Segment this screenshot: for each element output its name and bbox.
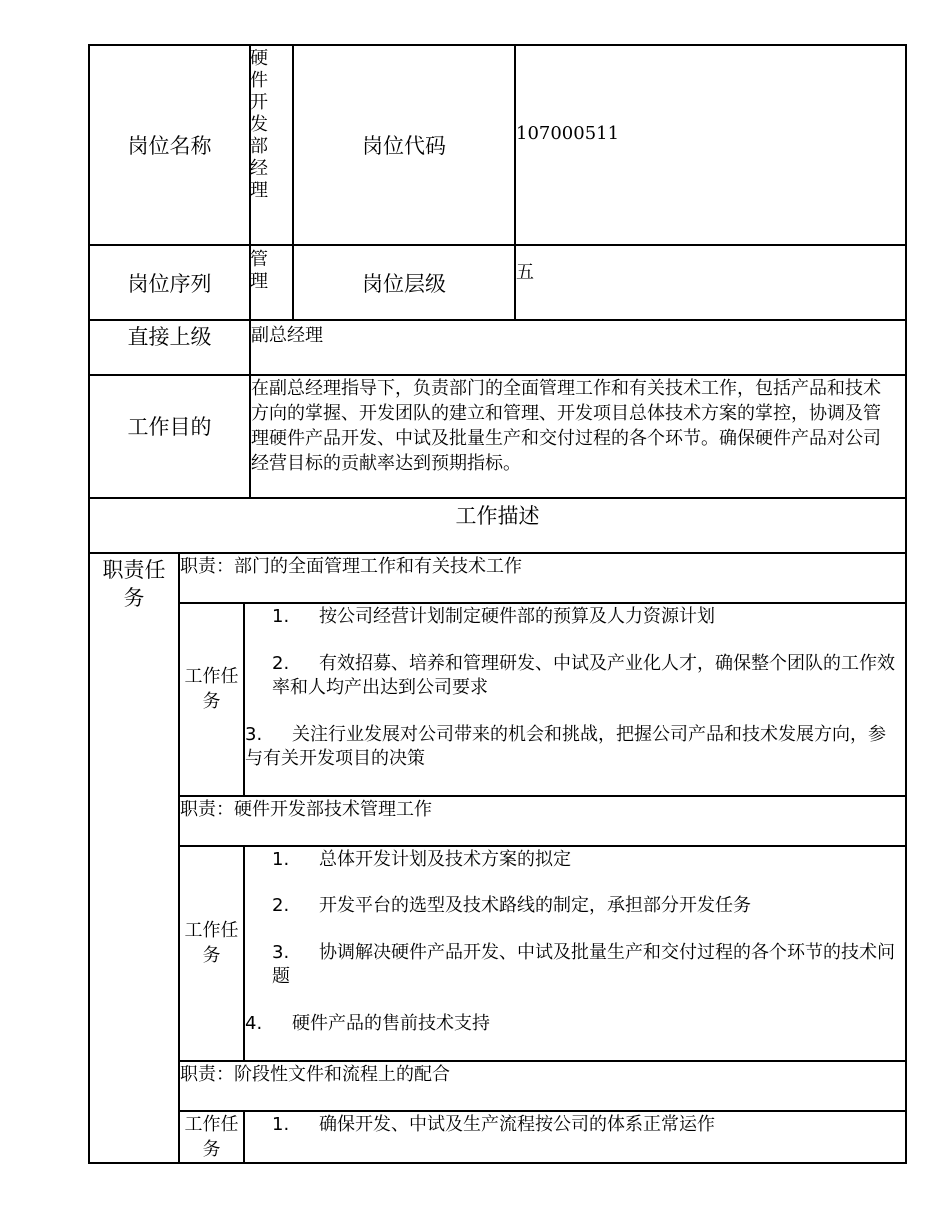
task-item: [272, 1113, 900, 1137]
task-label: 工作任务: [184, 666, 239, 712]
work-description-title: 工作描述: [455, 504, 540, 528]
position-level-label: 岗位层级: [362, 271, 446, 296]
duties-label: 职责任务: [102, 558, 166, 610]
task-item: [272, 848, 900, 872]
direct-superior-value: 副总经理: [251, 325, 323, 346]
task-text: 总体开发计划及技术方案的拟定: [319, 849, 571, 870]
work-purpose-label: 工作目的: [127, 415, 212, 439]
row-divider: [178, 602, 907, 604]
task-number: 3.: [245, 724, 263, 745]
task-number: 3.: [272, 942, 290, 963]
task-item: [272, 941, 900, 989]
task-item: [272, 605, 900, 629]
task-text: 关注行业发展对公司带来的机会和挑战，把握公司产品和技术发展方向，参与有关开发项目的决策: [245, 724, 886, 769]
table-border-right: [905, 44, 907, 1164]
position-series-label: 岗位序列: [127, 271, 212, 296]
task-number: 1.: [272, 1114, 290, 1135]
task-number: 2.: [272, 653, 290, 674]
duty-title: 职责：阶段性文件和流程上的配合: [180, 1064, 450, 1085]
task-text: 有效招募、培养和管理研发、中试及产业化人才，确保整个团队的工作效率和人均产出达到公司要求: [272, 653, 895, 698]
row-divider: [178, 1110, 907, 1112]
direct-superior-label: 直接上级: [127, 325, 212, 349]
duty-title: 职责：部门的全面管理工作和有关技术工作: [180, 556, 522, 577]
task-item: [245, 1012, 895, 1036]
task-item: [272, 894, 900, 918]
task-label: 工作任务: [184, 920, 239, 966]
col-divider: [243, 1110, 245, 1164]
position-series-value: 管理: [250, 249, 268, 292]
task-text: 按公司经营计划制定硬件部的预算及人力资源计划: [319, 606, 715, 627]
task-text: 硬件产品的售前技术支持: [292, 1013, 490, 1034]
table-border-bottom: [88, 1162, 907, 1164]
task-label: 工作任务: [184, 1114, 239, 1160]
position-code-label: 岗位代码: [362, 134, 446, 158]
task-text: 开发平台的选型及技术路线的制定，承担部分开发任务: [319, 895, 751, 916]
task-text: 协调解决硬件产品开发、中试及批量生产和交付过程的各个环节的技术问题: [272, 942, 895, 987]
task-number: 1.: [272, 849, 290, 870]
task-text: 确保开发、中试及生产流程按公司的体系正常运作: [319, 1114, 715, 1135]
task-number: 1.: [272, 606, 290, 627]
task-item: [272, 652, 900, 700]
task-item: [245, 723, 895, 771]
task-number: 2.: [272, 895, 290, 916]
position-code-value: 107000511: [516, 123, 620, 144]
row-divider: [178, 845, 907, 847]
position-level-value: 五: [516, 262, 534, 283]
task-number: 4.: [245, 1013, 263, 1034]
work-purpose-value: 在副总经理指导下，负责部门的全面管理工作和有关技术工作，包括产品和技术方向的掌握、开发团队的建立和管理、开发项目总体技术方案的掌控，协调及管理硬件产品开发、中试及批量生产和交付过程的各个环节。确保硬件产品对公司经营目标的贡献率达到预期指标。: [251, 378, 881, 474]
position-name-label: 岗位名称: [127, 134, 212, 158]
duty-title: 职责：硬件开发部技术管理工作: [180, 799, 432, 820]
position-name-value: 硬件开发部经理: [250, 48, 268, 201]
